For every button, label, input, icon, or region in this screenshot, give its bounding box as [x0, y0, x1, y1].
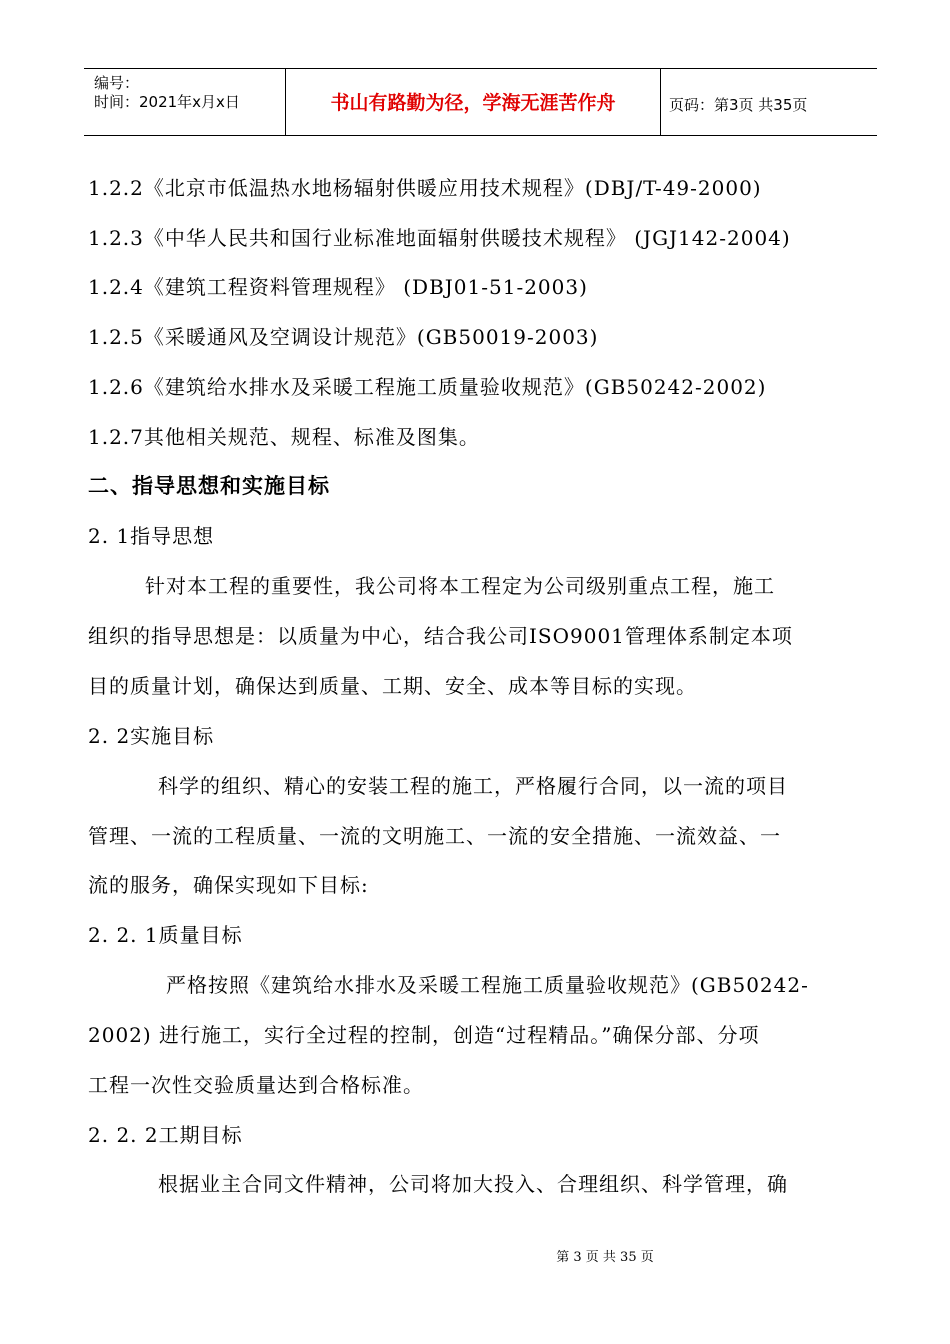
page-header: [84, 68, 877, 136]
section-2-2-para-line1: 科学的组织、精心的安装工程的施工，严格履行合同，以一流的项目: [158, 774, 788, 798]
section-2-2-1-para-line2: 2002) 进行施工，实行全过程的控制，创造“过程精品。”确保分部、分项: [88, 1023, 760, 1047]
section-2-2-1-para-line3: 工程一次性交验质量达到合格标准。: [88, 1073, 424, 1097]
section-2-2-para-line2: 管理、一流的工程质量、一流的文明施工、一流的安全措施、一流效益、一: [88, 824, 781, 848]
section-2-2-1-title: 2. 2. 1质量目标: [88, 923, 243, 947]
section-2-1-para-line2: 组织的指导思想是：以质量为中心，结合我公司ISO9001管理体系制定本项: [88, 624, 793, 648]
section-2-2-1-para-line1: 严格按照《建筑给水排水及采暖工程施工质量验收规范》(GB50242-: [166, 973, 809, 997]
header-page-cell: [661, 69, 877, 135]
section-2-1-title: 2. 1指导思想: [88, 524, 215, 548]
section-2-2-title: 2. 2实施目标: [88, 724, 215, 748]
section-2-1-para-line1: 针对本工程的重要性，我公司将本工程定为公司级别重点工程，施工: [145, 574, 775, 598]
header-meta-cell: [84, 69, 286, 135]
time-label: 时间：2021年x月x日: [94, 93, 240, 111]
ref-1-2-5: 1.2.5《采暖通风及空调设计规范》(GB50019-2003): [88, 325, 599, 349]
section-2-1-para-line3: 目的质量计划，确保达到质量、工期、安全、成本等目标的实现。: [88, 674, 697, 698]
number-label: 编号：: [94, 74, 140, 92]
ref-1-2-4: 1.2.4《建筑工程资料管理规程》 (DBJ01-51-2003): [88, 275, 588, 299]
ref-1-2-7: 1.2.7其他相关规范、规程、标准及图集。: [88, 425, 480, 449]
section-2-2-2-para-line1: 根据业主合同文件精神，公司将加大投入、合理组织、科学管理，确: [158, 1172, 788, 1196]
ref-1-2-3: 1.2.3《中华人民共和国行业标准地面辐射供暖技术规程》 (JGJ142-2004): [88, 226, 791, 250]
page-footer: 第 3 页 共 35 页: [556, 1250, 654, 1265]
ref-1-2-6: 1.2.6《建筑给水排水及采暖工程施工质量验收规范》(GB50242-2002): [88, 375, 767, 399]
section-2-2-para-line3: 流的服务，确保实现如下目标:: [88, 873, 369, 897]
section-2-2-2-title: 2. 2. 2工期目标: [88, 1123, 243, 1147]
motto: 书山有路勤为径，学海无涯苦作舟: [286, 69, 661, 135]
section-2-heading: 二、指导思想和实施目标: [88, 474, 330, 498]
page-label: 页码：第3页 共35页: [669, 96, 808, 114]
ref-1-2-2: 1.2.2《北京市低温热水地杨辐射供暖应用技术规程》(DBJ/T-49-2000): [88, 176, 762, 200]
